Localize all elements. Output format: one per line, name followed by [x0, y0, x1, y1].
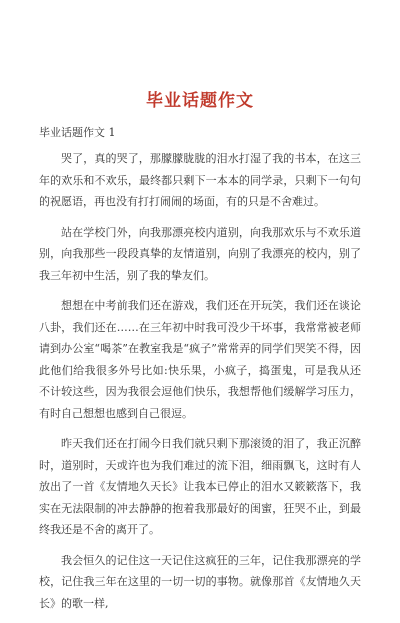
paragraph: 哭了，真的哭了，那朦朦胧胧的泪水打湿了我的书本，在这三年的欢乐和不欢乐，最终都只剩下一本本的同学录，只剩下一句句的祝愿语，再也没有打打闹闹的场面，有的只是不舍难过。: [39, 152, 361, 208]
essay-subtitle: 毕业话题作文 1: [39, 126, 116, 139]
paragraph: 昨天我们还在打闹今日我们就只剩下那滚烫的泪了，我正沉醉时，道别时，天或许也为我们难过的流下泪，细雨飘飞，这时有人放出了一首《友情地久天长》让我本已停止的泪水又簌簌落下，我实在无法限制的冲去静静的抱着我那最好的闺蜜，狂哭不止，到最终我还是不舍的离开了。: [39, 437, 361, 536]
essay-body: [39, 148, 361, 623]
document-title: 毕业话题作文: [146, 91, 254, 111]
paragraph: 想想在中考前我们还在游戏，我们还在开玩笑，我们还在谈论八卦，我们还在……在三年初中时我可没少干坏事，我常常被老师请到办公室“喝茶”在教室我是“疯子”常常弄的同学们哭笑不得，因此他们给我很多外号比如:快乐果，小疯子，捣蛋鬼，可是我从还不计较这些，因为我很会逗他们快乐，我想帮他们缓解学习压力，有时自己想想也感到自己很逗。: [39, 299, 361, 420]
paragraph: 站在学校门外，向我那漂亮校内道别，向我那欢乐与不欢乐道别，向我那些一段段真挚的友情道别，向别了我漂亮的校内，别了我三年初中生活，别了我的挚友们。: [39, 225, 361, 282]
paragraph: 我会恒久的记住这一天记住这疯狂的三年，记住我那漂亮的学校，记住我三年在这里的一切一切的事物。就像那首《友情地久天长》的歌一样,: [39, 553, 361, 610]
